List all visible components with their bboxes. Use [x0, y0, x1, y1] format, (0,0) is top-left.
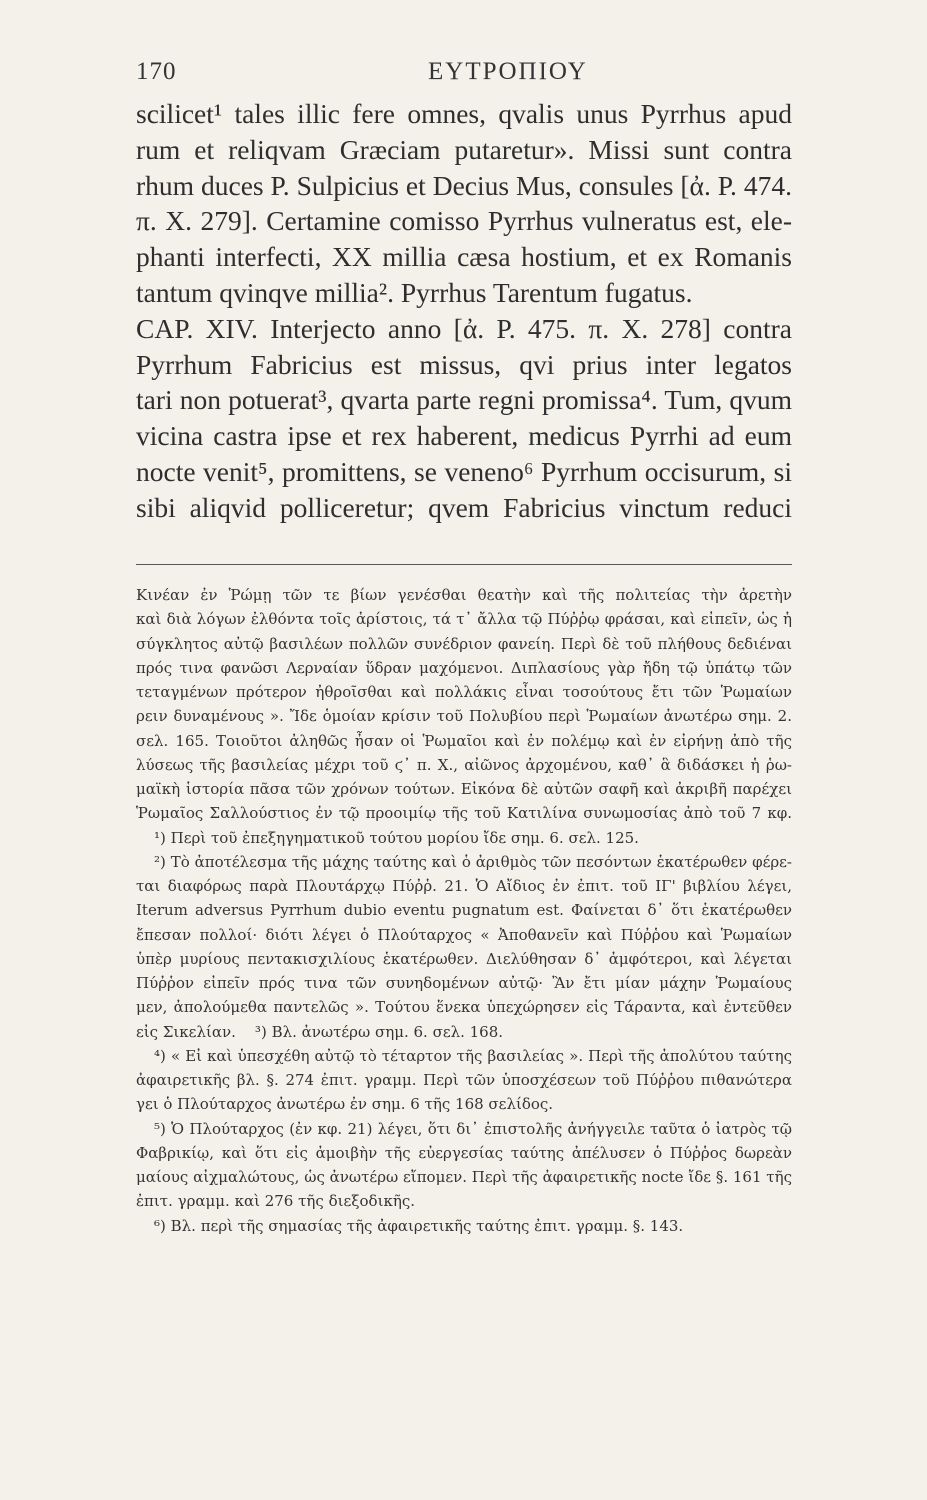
footnote-line: ρειν δυναμένους ». Ἴδε ὁμοίαν κρίσιν τοῦ Πολυβίου περὶ Ῥωμαίων ἀνωτέρω σημ. 2.: [136, 707, 792, 726]
footnote-line: ὑπὲρ μυρίους πεντακισχιλίους ἑκατέρωθεν. Διελύθησαν δ᾽ ἀμφότεροι, καὶ λέγεται: [136, 949, 792, 968]
text-line: tari non potuerat³, qvarta parte regni promissa⁴. Tum, qvum: [136, 384, 792, 416]
text-line: tantum qvinqve millia². Pyrrhus Tarentum fugatus.: [136, 276, 693, 308]
text-line: π. Χ. 279]. Certamine comisso Pyrrhus vulneratus est, ele-: [136, 205, 792, 237]
footnote-line: ⁶) Βλ. περὶ τῆς σημασίας τῆς ἀφαιρετικῆς ταύτης ἐπιτ. γραμμ. §. 143.: [154, 1216, 684, 1235]
text-line: sibi aliqvid polliceretur; qvem Fabricius vinctum reduci: [136, 491, 792, 523]
footnote-line: ἀφαιρετικῆς βλ. §. 274 ἐπιτ. γραμμ. Περὶ τῶν ὑποσχέσεων τοῦ Πύῤῥου πιθανώτερα: [136, 1071, 792, 1089]
footnote-line: Iterum adversus Pyrrhum dubio eventu pugnatum est. Φαίνεται δ᾽ ὅτι ἑκατέρωθεν: [136, 901, 792, 920]
footnote-line: πρός τινα φανῶσι Λερναίαν ὕδραν μαχόμενοι. Διπλασίους γὰρ ἤδη τῷ ὑπάτῳ τῶν: [136, 658, 792, 677]
footnote-divider: [136, 564, 792, 565]
footnote-line: λύσεως τῆς βασιλείας μέχρι τοῦ ϛ᾽ π. Χ., αἰῶνος ἀρχομένου, καθ᾽ ἃ διδάσκει ἡ ῥω-: [136, 755, 792, 774]
footnote-line: ²) Τὸ ἀποτέλεσμα τῆς μάχης ταύτης καὶ ὁ ἀριθμὸς τῶν πεσόντων ἑκατέρωθεν φέρε-: [154, 852, 792, 871]
footnote-line: Φαβρικίῳ, καὶ ὅτι εἰς ἀμοιβὴν τῆς εὐεργεσίας ταύτης ἀπέλυσεν ὁ Πύῤῥος δωρεὰν: [136, 1143, 792, 1162]
text-line: nocte venit⁵, promittens, se veneno⁶ Pyrrhum occisurum, si: [136, 455, 792, 487]
footnote-line: Κινέαν ἐν Ῥώμῃ τῶν τε βίων γενέσθαι θεατὴν καὶ τῆς πολιτείας τὴν ἀρετὴν: [136, 586, 792, 604]
footnote-line: μεν, ἀπολούμεθα παντελῶς ». Τούτου ἕνεκα ὑπεχώρησεν εἰς Τάραντα, καὶ ἐντεῦθεν: [136, 998, 792, 1017]
text-line: vicina castra ipse et rex haberent, medicus Pyrrhi ad eum: [136, 420, 792, 452]
running-title: ΕΥΤΡΟΠΙΟΥ: [428, 58, 588, 85]
footnote-line: καὶ διὰ λόγων ἐλθόντα τοῖς ἀρίστοις, τά τ᾽ ἄλλα τῷ Πύῤῥῳ φράσαι, καὶ εἰπεῖν, ὡς ἡ: [136, 610, 792, 629]
main-text: [136, 96, 792, 526]
footnote-line: ⁵) Ὁ Πλούταρχος (ἐν κφ. 21) λέγει, ὅτι δι᾽ ἐπιστολῆς ἀνήγγειλε ταῦτα ὁ ἰατρὸς τῷ: [154, 1119, 792, 1138]
page-number: 170: [136, 58, 177, 85]
footnote-line: Πύῤῥον εἰπεῖν πρός τινα τῶν συνηδομένων αὐτῷ· Ἂν ἔτι μίαν μάχην Ῥωμαίους: [136, 974, 792, 992]
footnote-line: ἔπεσαν πολλοί· διότι λέγει ὁ Πλούταρχος « Ἀποθανεῖν καὶ Πύῤῥου καὶ Ῥωμαίων: [136, 925, 792, 944]
footnote-line: ἐπιτ. γραμμ. καὶ 276 τῆς διεξοδικῆς.: [136, 1192, 415, 1211]
footnote-line: μαϊκὴ ἱστορία πᾶσα τῶν χρόνων τούτων. Εἰκόνα δὲ αὐτῶν σαφῆ καὶ ἀκριβῆ παρέχει: [136, 780, 792, 798]
footnote-line: ⁴) « Εἰ καὶ ὑπεσχέθη αὐτῷ τὸ τέταρτον τῆς βασιλείας ». Περὶ τῆς ἀπολύτου ταύτης: [154, 1046, 792, 1065]
text-line: Pyrrhum Fabricius est missus, qvi prius inter legatos: [136, 348, 792, 380]
text-line: rum et reliqvam Græciam putaretur». Missi sunt contra: [136, 133, 792, 165]
footnote-line: τεταγμένων πρότερον ἠθροῖσθαι καὶ πολλάκις εἶναι τοσούτους ἔτι τῶν Ῥωμαίων: [136, 683, 792, 701]
footnotes: [136, 583, 792, 1238]
text-line: phanti interfecti, XX millia cæsa hostium, et ex Romanis: [136, 241, 792, 273]
footnote-line: μαίους αἰχμαλώτους, ὡς ἀνωτέρω εἴπομεν. Περὶ τῆς ἀφαιρετικῆς nocte ἴδε §. 161 τῆς: [136, 1168, 792, 1186]
footnote-line: ται διαφόρως παρὰ Πλουτάρχῳ Πύῤῥ. 21. Ὁ Αἴδιος ἐν ἐπιτ. τοῦ ΙΓ' βιβλίου λέγει,: [136, 877, 792, 895]
text-line: scilicet¹ tales illic fere omnes, qvalis unus Pyrrhus apud: [136, 98, 792, 129]
footnote-line: Ῥωμαῖος Σαλλούστιος ἐν τῷ προοιμίῳ τῆς τοῦ Κατιλίνα συνωμοσίας ἀπὸ τοῦ 7 κφ.: [136, 804, 792, 823]
text-line: CAP. XIV. Interjecto anno [ἀ. Ρ. 475. π. Χ. 278] contra: [136, 312, 792, 344]
footnote-line: σύγκλητος αὐτῷ βασιλέων πολλῶν συνέδριον φανείη. Περὶ δὲ τοῦ πλήθους δεδιέναι: [136, 634, 792, 653]
footnote-line: γει ὁ Πλούταρχος ἀνωτέρω ἐν σημ. 6 τῆς 168 σελίδος.: [136, 1095, 554, 1114]
text-line: rhum duces P. Sulpicius et Decius Mus, consules [ἀ. Ρ. 474.: [136, 169, 792, 201]
footnote-line: ¹) Περὶ τοῦ ἐπεξηγηματικοῦ τούτου μορίου ἴδε σημ. 6. σελ. 125.: [154, 828, 639, 847]
footnote-line: σελ. 165. Τοιοῦτοι ἀληθῶς ἦσαν οἱ Ῥωμαῖοι καὶ ἐν πολέμῳ καὶ ἐν εἰρήνῃ ἀπὸ τῆς: [136, 731, 792, 750]
footnote-line: εἰς Σικελίαν. ³) Βλ. ἀνωτέρω σημ. 6. σελ. 168.: [136, 1022, 504, 1041]
